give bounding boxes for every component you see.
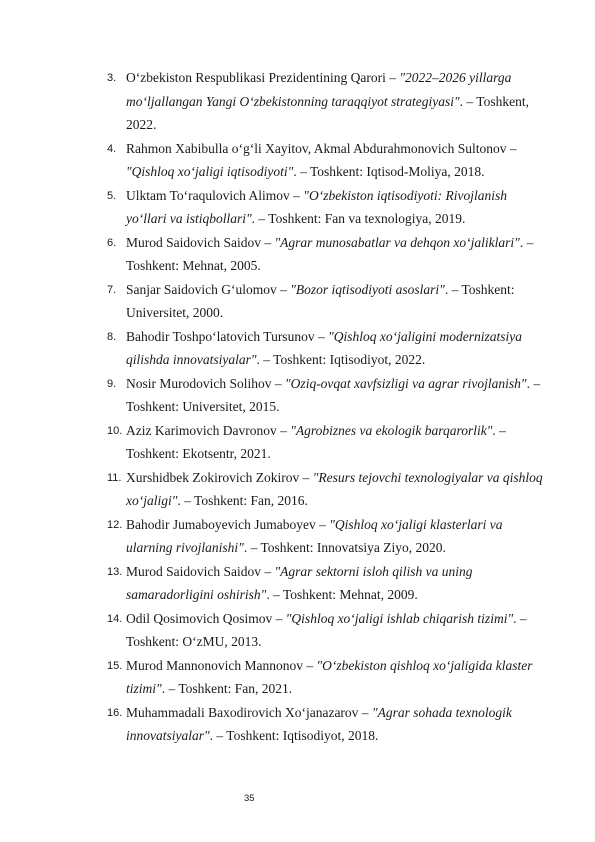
reference-publisher: . – Toshkent: Mehnat, 2005. (126, 234, 534, 273)
reference-number: 10. (107, 424, 123, 437)
reference-item (0, 231, 595, 278)
reference-item (0, 466, 595, 513)
reference-item (0, 66, 595, 137)
reference-title: "Agrar munosabatlar va dehqon xo‘jaliklari" (274, 234, 520, 250)
reference-item (0, 184, 595, 231)
reference-title: "Agrar sohada texnologik innovatsiyalar" (126, 704, 512, 743)
reference-publisher: . – Toshkent: Fan va texnologiya, 2019. (251, 211, 466, 226)
reference-publisher: . – Toshkent, 2022. (126, 93, 529, 132)
reference-publisher: . – Toshkent: Mehnat, 2009. (266, 587, 418, 602)
reference-publisher: . – Toshkent: Iqtisodiyot, 2022. (256, 352, 426, 367)
reference-title: "Resurs tejovchi texnologiyalar va qishloq xo‘jaligi" (126, 469, 543, 508)
reference-item (0, 137, 595, 184)
reference-item (0, 513, 595, 560)
reference-author: Muhammadali Baxodirovich Xo‘janazarov – (126, 704, 372, 720)
reference-title: "Qishloq xo‘jaligini modernizatsiya qilishda innovatsiyalar" (126, 328, 522, 367)
reference-number: 16. (107, 706, 123, 719)
reference-title: "Agrar sektorni isloh qilish va uning samaradorligini oshirish" (126, 563, 473, 602)
reference-title: "O‘zbekiston iqtisodiyoti: Rivojlanish yo‘llari va istiqbollari" (126, 187, 507, 226)
reference-publisher: . – Toshkent: Universitet, 2015. (126, 375, 541, 414)
reference-item (0, 278, 595, 325)
reference-item (0, 325, 595, 372)
reference-item (0, 701, 595, 748)
reference-number: 11. (107, 471, 122, 484)
reference-author: Murod Saidovich Saidov – (126, 234, 275, 250)
reference-author: Aziz Karimovich Davronov – (126, 422, 291, 438)
reference-item (0, 654, 595, 701)
reference-publisher: . – Toshkent: Iqtisodiyot, 2018. (209, 728, 379, 743)
reference-author: Rahmon Xabibulla o‘g‘li Xayitov, Akmal Abdurahmonovich Sultonov – (126, 140, 517, 156)
reference-item (0, 560, 595, 607)
reference-number: 13. (107, 565, 123, 578)
reference-publisher: . – Toshkent: Fan, 2016. (177, 493, 308, 508)
reference-title: "Qishloq xo‘jaligi iqtisodiyoti" (126, 164, 294, 179)
reference-number: 3. (107, 72, 117, 84)
reference-author: Murod Mannonovich Mannonov – (126, 657, 317, 673)
reference-item (0, 372, 595, 419)
reference-title: "Agrobiznes va ekologik barqarorlik" (290, 422, 493, 438)
reference-title: "2022–2026 yillarga mo‘ljallangan Yangi O‘zbekistonning taraqqiyot strategiyasi" (126, 70, 512, 109)
reference-author: Bahodir Toshpo‘latovich Tursunov – (126, 328, 329, 344)
reference-title: "Qishloq xo‘jaligi klasterlari va ularning rivojlanishi" (126, 516, 503, 555)
reference-author: Xurshidbek Zokirovich Zokirov – (126, 469, 313, 485)
reference-number: 6. (107, 236, 117, 249)
reference-number: 7. (107, 283, 117, 296)
reference-list (0, 66, 595, 748)
reference-item (0, 419, 595, 466)
reference-number: 4. (107, 142, 117, 155)
reference-publisher: . – Toshkent: O‘zMU, 2013. (126, 610, 527, 649)
reference-number: 8. (107, 330, 117, 343)
reference-title: "Qishloq xo‘jaligi ishlab chiqarish tizimi" (285, 610, 514, 626)
reference-item (0, 607, 595, 654)
reference-author: Sanjar Saidovich G‘ulomov – (126, 281, 291, 297)
reference-number: 9. (107, 377, 117, 390)
reference-publisher: . – Toshkent: Fan, 2021. (161, 681, 293, 696)
reference-publisher: . – Toshkent: Innovatsiya Ziyo, 2020. (243, 540, 446, 555)
reference-title: "Oziq-ovqat xavfsizligi va agrar rivojlanish" (285, 375, 527, 391)
reference-author: Odil Qosimovich Qosimov – (126, 610, 286, 626)
reference-author: Ulktam To‘raqulovich Alimov – (126, 187, 304, 203)
reference-author: O‘zbekiston Respublikasi Prezidentining Qarori – (126, 70, 400, 85)
reference-title: "O‘zbekiston qishloq xo‘jaligida klaster tizimi" (126, 657, 533, 696)
reference-number: 14. (107, 612, 123, 625)
reference-number: 15. (107, 659, 123, 672)
reference-title: "Bozor iqtisodiyoti asoslari" (290, 281, 445, 297)
page-number: 35 (244, 793, 255, 804)
reference-author: Murod Saidovich Saidov – (126, 563, 275, 579)
reference-author: Nosir Murodovich Solihov – (126, 375, 286, 391)
reference-number: 5. (107, 189, 117, 202)
reference-publisher: . – Toshkent: Universitet, 2000. (126, 281, 515, 320)
reference-publisher: . – Toshkent: Ekotsentr, 2021. (126, 422, 506, 461)
reference-number: 12. (107, 518, 123, 531)
reference-author: Bahodir Jumaboyevich Jumaboyev – (126, 516, 330, 532)
reference-publisher: . – Toshkent: Iqtisod-Moliya, 2018. (293, 164, 485, 179)
